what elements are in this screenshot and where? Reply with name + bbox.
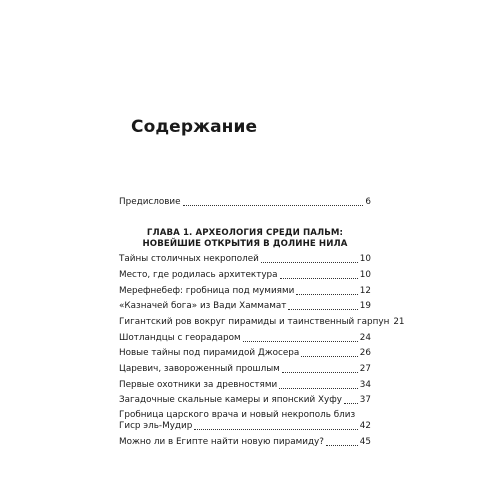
toc-entry[interactable]	[119, 254, 371, 265]
toc-entry-title: Царевич, завороженный прошлым	[119, 364, 280, 374]
toc-entry[interactable]	[119, 437, 371, 448]
toc-entry-page: 26	[359, 348, 371, 358]
toc-entry-preface[interactable]	[119, 197, 371, 208]
toc-entry-title: Шотландцы с георадаром	[119, 333, 241, 343]
toc-entry[interactable]	[119, 286, 371, 297]
toc-entry-page: 19	[359, 301, 371, 311]
toc-entry-page: 24	[359, 333, 371, 343]
toc-entry[interactable]	[119, 410, 371, 432]
toc-entry-title: Мерефнебеф: гробница под мумиями	[119, 286, 295, 296]
chapter-heading	[119, 228, 371, 250]
toc-entry-page: 42	[359, 421, 371, 431]
toc-entry[interactable]	[119, 301, 371, 312]
toc-entry-title-line-2: Гиср эль-Мудир	[119, 421, 193, 431]
toc-entry-page: 10	[359, 254, 371, 264]
dot-leader	[279, 387, 358, 389]
dot-leader	[243, 340, 358, 342]
toc-entry-page: 12	[359, 286, 371, 296]
toc-entry-title: Можно ли в Египте найти новую пирамиду?	[119, 437, 324, 447]
toc-entry[interactable]	[119, 348, 371, 359]
toc-entry-title: Загадочные скальные камеры и японский Хуфу	[119, 395, 342, 405]
toc-entry-page: 37	[359, 395, 371, 405]
toc-entry-page: 27	[359, 364, 371, 374]
toc-entry[interactable]	[119, 364, 371, 375]
chapter-heading-line-1: ГЛАВА 1. АРХЕОЛОГИЯ СРЕДИ ПАЛЬМ:	[146, 228, 344, 238]
toc-entry-page: 10	[359, 270, 371, 280]
dot-leader	[194, 428, 358, 430]
toc-entry-title-line-1: Гробница царского врача и новый некрополь близ	[119, 410, 356, 420]
dot-leader	[280, 277, 358, 279]
chapter-heading-line-2: НОВЕЙШИЕ ОТКРЫТИЯ В ДОЛИНЕ НИЛА	[142, 239, 348, 249]
toc-entry[interactable]	[119, 317, 405, 328]
dot-leader	[261, 261, 358, 263]
toc-entry-title: «Казначей бога» из Вади Хаммамат	[119, 301, 287, 311]
dot-leader	[183, 204, 364, 206]
toc-entry[interactable]	[119, 333, 371, 344]
toc-heading: Содержание	[131, 117, 258, 137]
toc-entry-page: 6	[365, 197, 371, 207]
toc-entry-page: 21	[393, 317, 405, 327]
toc-entry-title: Новые тайны под пирамидой Джосера	[119, 348, 300, 358]
dot-leader	[326, 444, 358, 446]
toc-entry-title: Тайны столичных некрополей	[119, 254, 259, 264]
toc-entry-title: Предисловие	[119, 197, 181, 207]
toc-entry[interactable]	[119, 270, 371, 281]
toc-entry-title: Первые охотники за древностями	[119, 380, 278, 390]
dot-leader	[288, 308, 357, 310]
dot-leader	[282, 371, 358, 373]
toc-entry[interactable]	[119, 395, 371, 406]
toc-entry-page: 34	[359, 380, 371, 390]
toc-entry-title: Место, где родилась архитектура	[119, 270, 278, 280]
toc-entry-page: 45	[359, 437, 371, 447]
toc-entry-title: Гигантский ров вокруг пирамиды и таинственный гарпун	[119, 317, 390, 327]
toc-entry[interactable]	[119, 380, 371, 391]
dot-leader	[296, 293, 357, 295]
dot-leader	[344, 402, 358, 404]
dot-leader	[301, 355, 358, 357]
